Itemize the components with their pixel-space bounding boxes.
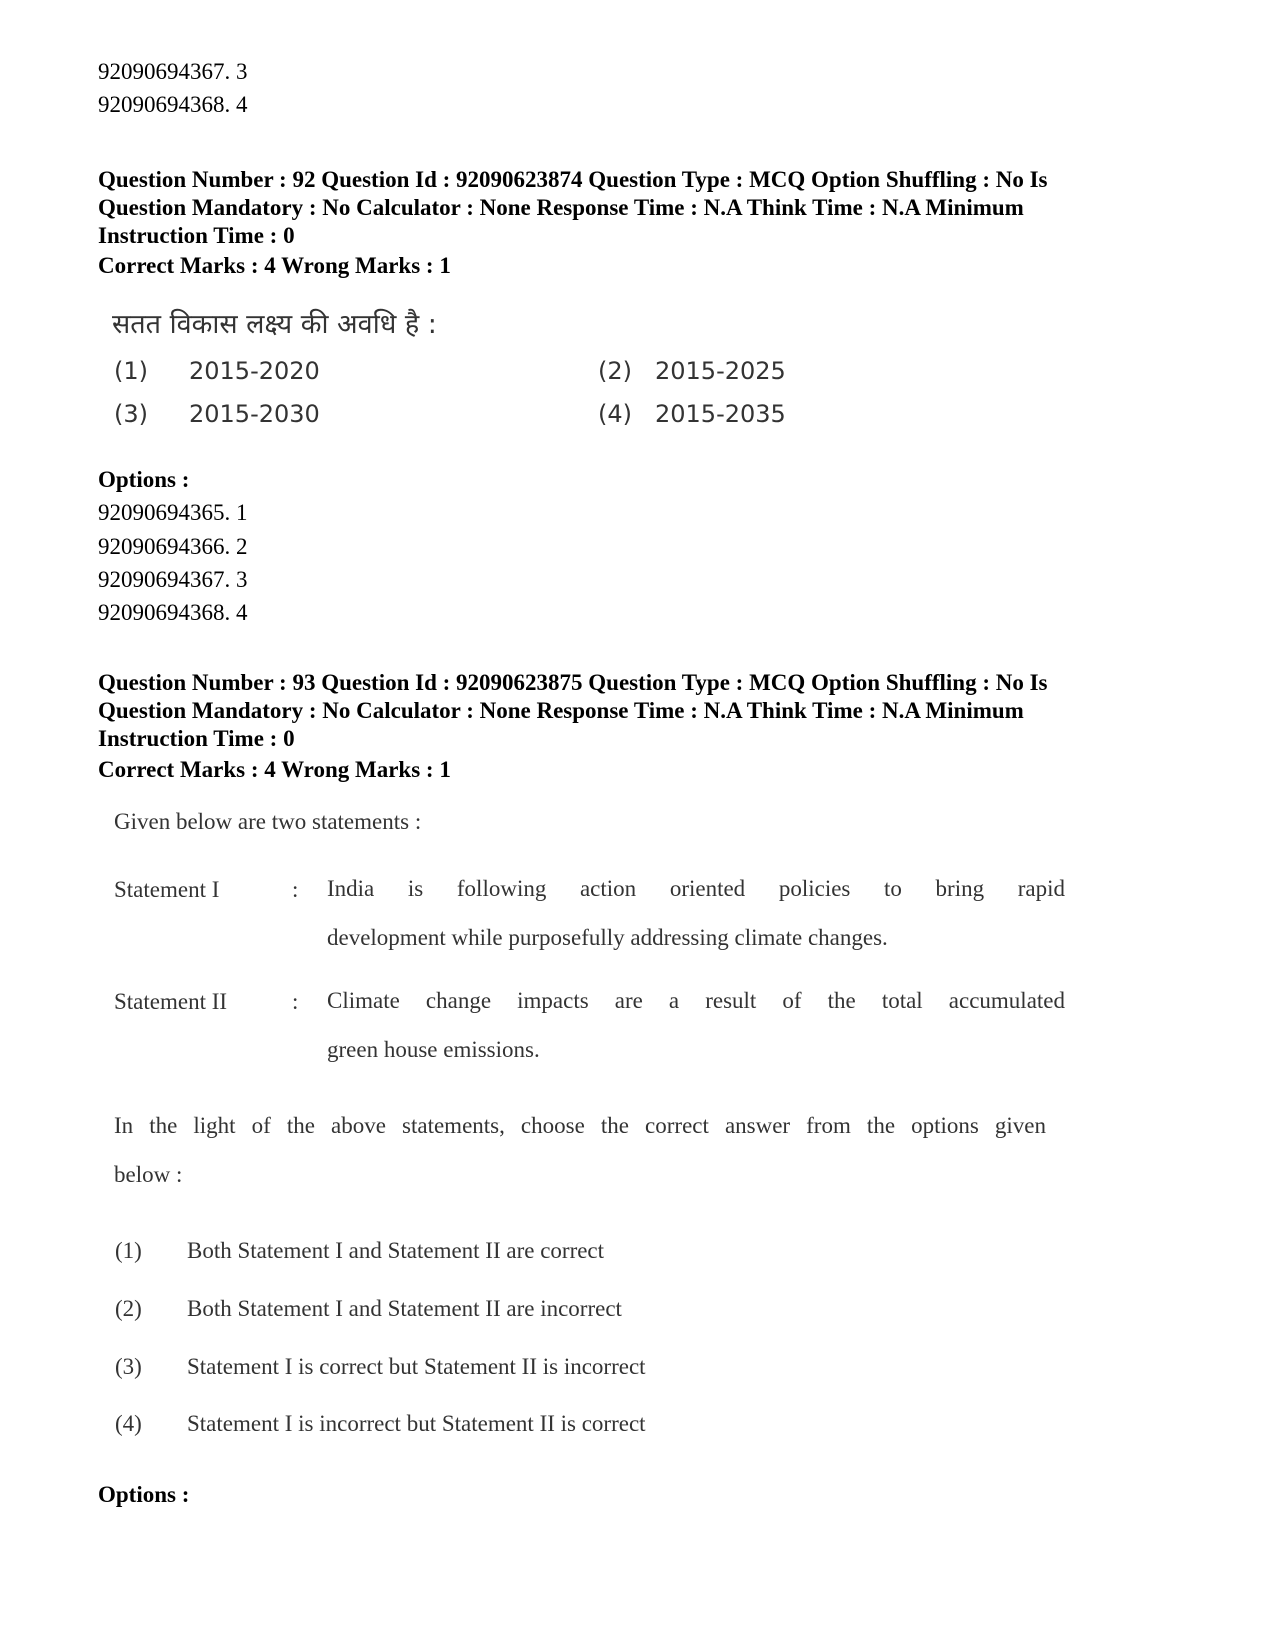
question-92-marks: Correct Marks : 4 Wrong Marks : 1 xyxy=(98,253,451,278)
choice-label: (2) xyxy=(115,1296,142,1321)
question-92-header xyxy=(98,166,1178,250)
choice-text: 2015-2030 xyxy=(189,400,320,428)
choice-label: (3) xyxy=(115,1354,142,1379)
option-number: 4 xyxy=(236,92,248,117)
choice-label: (1) xyxy=(115,1238,142,1263)
option-number: 4 xyxy=(236,600,248,625)
choice-text: Both Statement I and Statement II are correct xyxy=(187,1238,605,1263)
option-line: 92090694367. 3 xyxy=(98,567,248,592)
option-line: 92090694368. 4 xyxy=(98,600,248,625)
choice-label: (4) xyxy=(598,400,632,428)
option-id: 92090694367 xyxy=(98,567,225,592)
choice-text: Statement I is incorrect but Statement II is correct xyxy=(187,1411,646,1436)
statement-2-line-2: green house emissions. xyxy=(327,1037,540,1062)
question-93-header xyxy=(98,669,1178,753)
option-id: 92090694365 xyxy=(98,500,225,525)
statement-2-line-1: Climate change impacts are a result of the total accumulated xyxy=(327,988,1065,1013)
option-line: 92090694368. 4 xyxy=(98,92,248,117)
option-number: 3 xyxy=(236,567,248,592)
choice-text: Statement I is correct but Statement II is incorrect xyxy=(187,1354,646,1379)
choice-text: 2015-2035 xyxy=(655,400,786,428)
choice-label: (2) xyxy=(598,357,632,385)
statement-2-colon: : xyxy=(292,989,299,1014)
header-line: Question Number : 93 Question Id : 92090623875 Question Type : MCQ Option Shuffling : No Is xyxy=(98,670,1048,695)
header-line: Question Mandatory : No Calculator : None Response Time : N.A Think Time : N.A Minimum xyxy=(98,195,1024,220)
statement-1-label: Statement I xyxy=(114,877,220,902)
options-heading: Options : xyxy=(98,467,190,492)
choice-text: 2015-2020 xyxy=(189,357,320,385)
option-id: 92090694367 xyxy=(98,59,225,84)
option-number: 1 xyxy=(236,500,248,525)
choice-label: (3) xyxy=(114,400,148,428)
choice-text: Both Statement I and Statement II are incorrect xyxy=(187,1296,622,1321)
instruction-line-2: below : xyxy=(114,1162,183,1187)
question-93-marks: Correct Marks : 4 Wrong Marks : 1 xyxy=(98,757,451,782)
choice-label: (4) xyxy=(115,1411,142,1436)
header-line: Instruction Time : 0 xyxy=(98,726,295,751)
statement-1-line-2: development while purposefully addressing climate changes. xyxy=(327,925,888,950)
option-id: 92090694368 xyxy=(98,600,225,625)
option-line: 92090694365. 1 xyxy=(98,500,248,525)
question-93-intro: Given below are two statements : xyxy=(114,809,422,834)
choice-label: (1) xyxy=(114,357,148,385)
option-id: 92090694368 xyxy=(98,92,225,117)
statement-2-label: Statement II xyxy=(114,989,228,1014)
option-id: 92090694366 xyxy=(98,534,225,559)
header-line: Question Number : 92 Question Id : 92090623874 Question Type : MCQ Option Shuffling : No Is xyxy=(98,167,1048,192)
options-heading: Options : xyxy=(98,1482,190,1507)
statement-1-colon: : xyxy=(292,877,299,902)
header-line: Instruction Time : 0 xyxy=(98,223,295,248)
instruction-line-1: In the light of the above statements, choose the correct answer from the options given xyxy=(114,1113,1046,1138)
option-number: 2 xyxy=(236,534,248,559)
choice-text: 2015-2025 xyxy=(655,357,786,385)
option-line: 92090694367. 3 xyxy=(98,59,248,84)
question-92-text: सतत विकास लक्ष्य की अवधि है : xyxy=(112,309,437,340)
header-line: Question Mandatory : No Calculator : None Response Time : N.A Think Time : N.A Minimum xyxy=(98,698,1024,723)
option-line: 92090694366. 2 xyxy=(98,534,248,559)
option-number: 3 xyxy=(236,59,248,84)
statement-1-line-1: India is following action oriented policies to bring rapid xyxy=(327,876,1065,901)
